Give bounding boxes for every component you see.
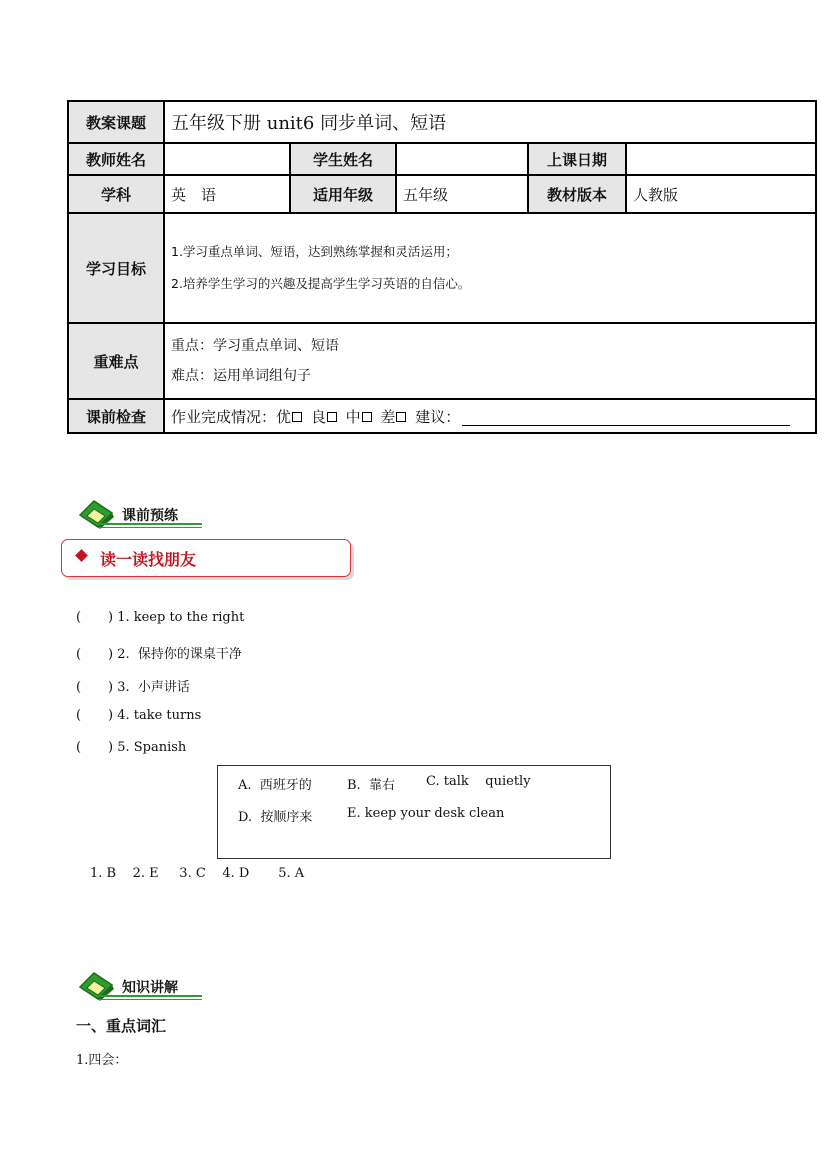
options-box bbox=[217, 765, 611, 859]
answer-key: 1. B 2. E 3. C 4. D 5. A bbox=[90, 866, 305, 881]
subject-label: 学科 bbox=[68, 175, 164, 213]
lesson-info-table bbox=[67, 100, 817, 434]
rating-fair: 中 bbox=[345, 407, 361, 426]
rating-excellent: 优 bbox=[276, 407, 292, 426]
goals-cell bbox=[164, 213, 816, 323]
precheck-label: 课前检查 bbox=[68, 399, 164, 433]
section-header-prepractice bbox=[78, 499, 208, 531]
teacher-label: 教师姓名 bbox=[68, 143, 164, 175]
rating-poor: 差 bbox=[380, 407, 396, 426]
goal-item-2: 2.培养学生学习的兴趣及提高学生学习英语的自信心。 bbox=[171, 276, 471, 291]
section-header-knowledge bbox=[78, 971, 208, 1003]
exercise-banner bbox=[61, 539, 351, 577]
option-c: C. talk quietly bbox=[426, 774, 531, 789]
option-b: B. 靠右 bbox=[347, 778, 395, 793]
homework-prefix: 作业完成情况： bbox=[171, 407, 277, 426]
option-a: A. 西班牙的 bbox=[238, 778, 312, 793]
section-title: 知识讲解 bbox=[122, 980, 178, 996]
option-e: E. keep your desk clean bbox=[347, 806, 505, 821]
edition-value: 人教版 bbox=[626, 175, 816, 213]
question-5: ( ) 5. Spanish bbox=[76, 740, 187, 755]
key-point: 重点：学习重点单词、短语 bbox=[171, 338, 339, 354]
rating-good-checkbox[interactable] bbox=[327, 412, 337, 422]
diamond-bullet-icon bbox=[75, 549, 88, 562]
goal-item-1: 1.学习重点单词、短语，达到熟练掌握和灵活运用； bbox=[171, 244, 458, 259]
rating-fair-checkbox[interactable] bbox=[362, 412, 372, 422]
rating-excellent-checkbox[interactable] bbox=[292, 412, 302, 422]
student-field[interactable] bbox=[396, 143, 528, 175]
advice-label: 建议： bbox=[415, 407, 461, 426]
grade-label: 适用年级 bbox=[290, 175, 396, 213]
question-4: ( ) 4. take turns bbox=[76, 708, 202, 723]
section-title: 课前预练 bbox=[122, 508, 178, 524]
precheck-cell bbox=[164, 399, 816, 433]
student-label: 学生姓名 bbox=[290, 143, 396, 175]
edition-label: 教材版本 bbox=[528, 175, 626, 213]
goals-label: 学习目标 bbox=[68, 213, 164, 323]
subject-value: 英 语 bbox=[164, 175, 290, 213]
rating-good: 良 bbox=[310, 407, 326, 426]
date-label: 上课日期 bbox=[528, 143, 626, 175]
difficult-point: 难点：运用单词组句子 bbox=[171, 368, 311, 384]
question-3: ( ) 3. 小声讲话 bbox=[76, 680, 190, 695]
course-title-label: 教案课题 bbox=[68, 101, 164, 143]
advice-input-line[interactable] bbox=[462, 409, 790, 426]
teacher-field[interactable] bbox=[164, 143, 290, 175]
vocab-heading: 一、重点词汇 bbox=[76, 1017, 167, 1035]
option-d: D. 按顺序来 bbox=[238, 810, 313, 825]
vocab-subheading: 1.四会： bbox=[76, 1053, 128, 1068]
difficulty-label: 重难点 bbox=[68, 323, 164, 399]
question-1: ( ) 1. keep to the right bbox=[76, 610, 245, 625]
question-2: ( ) 2. 保持你的课桌干净 bbox=[76, 647, 242, 662]
section-rule-2 bbox=[98, 527, 202, 528]
grade-value: 五年级 bbox=[396, 175, 528, 213]
difficulty-cell bbox=[164, 323, 816, 399]
banner-title: 读一读找朋友 bbox=[100, 550, 197, 569]
date-field[interactable] bbox=[626, 143, 816, 175]
rating-poor-checkbox[interactable] bbox=[396, 412, 406, 422]
course-title-value: 五年级下册 unit6 同步单词、短语 bbox=[164, 101, 816, 143]
section-rule-2 bbox=[98, 999, 202, 1000]
